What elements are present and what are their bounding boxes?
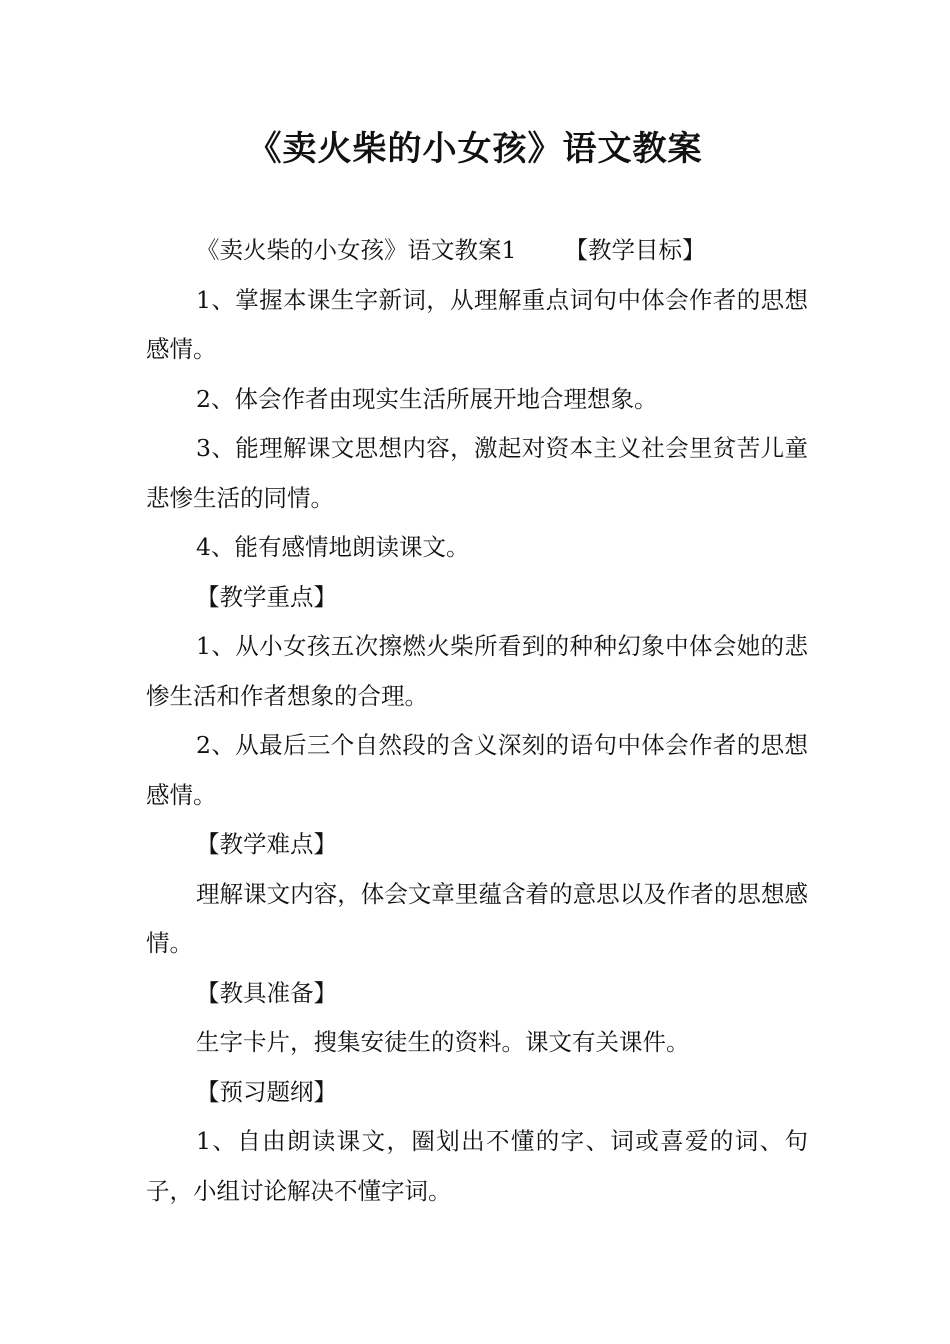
objective-item-2: 2、体会作者由现实生活所展开地合理想象。 — [196, 384, 658, 413]
section-heading-difficulties: 【教学难点】 — [196, 830, 337, 858]
section-heading-objectives: 【教学目标】 — [564, 236, 706, 264]
document-title: 《卖火柴的小女孩》语文教案 — [247, 129, 703, 169]
section-heading-preview: 【预习题纲】 — [196, 1077, 337, 1106]
section-heading-key-points: 【教学重点】 — [196, 582, 337, 611]
intro-subtitle: 《卖火柴的小女孩》语文教案1 — [196, 236, 517, 264]
intro-line — [146, 226, 808, 276]
preview-item-1: 1、自由朗读课文，圈划出不懂的字、词或喜爱的词、句子，小组讨论解决不懂字词。 — [146, 1127, 808, 1205]
objective-item-4: 4、能有感情地朗读课文。 — [196, 533, 470, 561]
objective-item-1: 1、掌握本课生字新词，从理解重点词句中体会作者的思想感情。 — [146, 285, 808, 363]
key-point-item-1: 1、从小女孩五次擦燃火柴所看到的种种幻象中体会她的悲惨生活和作者想象的合理。 — [146, 632, 808, 710]
difficulties-text: 理解课文内容，体会文章里蕴含着的意思以及作者的思想感情。 — [146, 879, 808, 957]
section-heading-materials: 【教具准备】 — [196, 978, 337, 1007]
objective-item-3: 3、能理解课文思想内容，激起对资本主义社会里贫苦儿童悲惨生活的同情。 — [146, 434, 808, 512]
document-body — [146, 226, 808, 1216]
materials-text: 生字卡片，搜集安徒生的资料。课文有关课件。 — [196, 1028, 690, 1056]
key-point-item-2: 2、从最后三个自然段的含义深刻的语句中体会作者的思想感情。 — [146, 731, 808, 809]
